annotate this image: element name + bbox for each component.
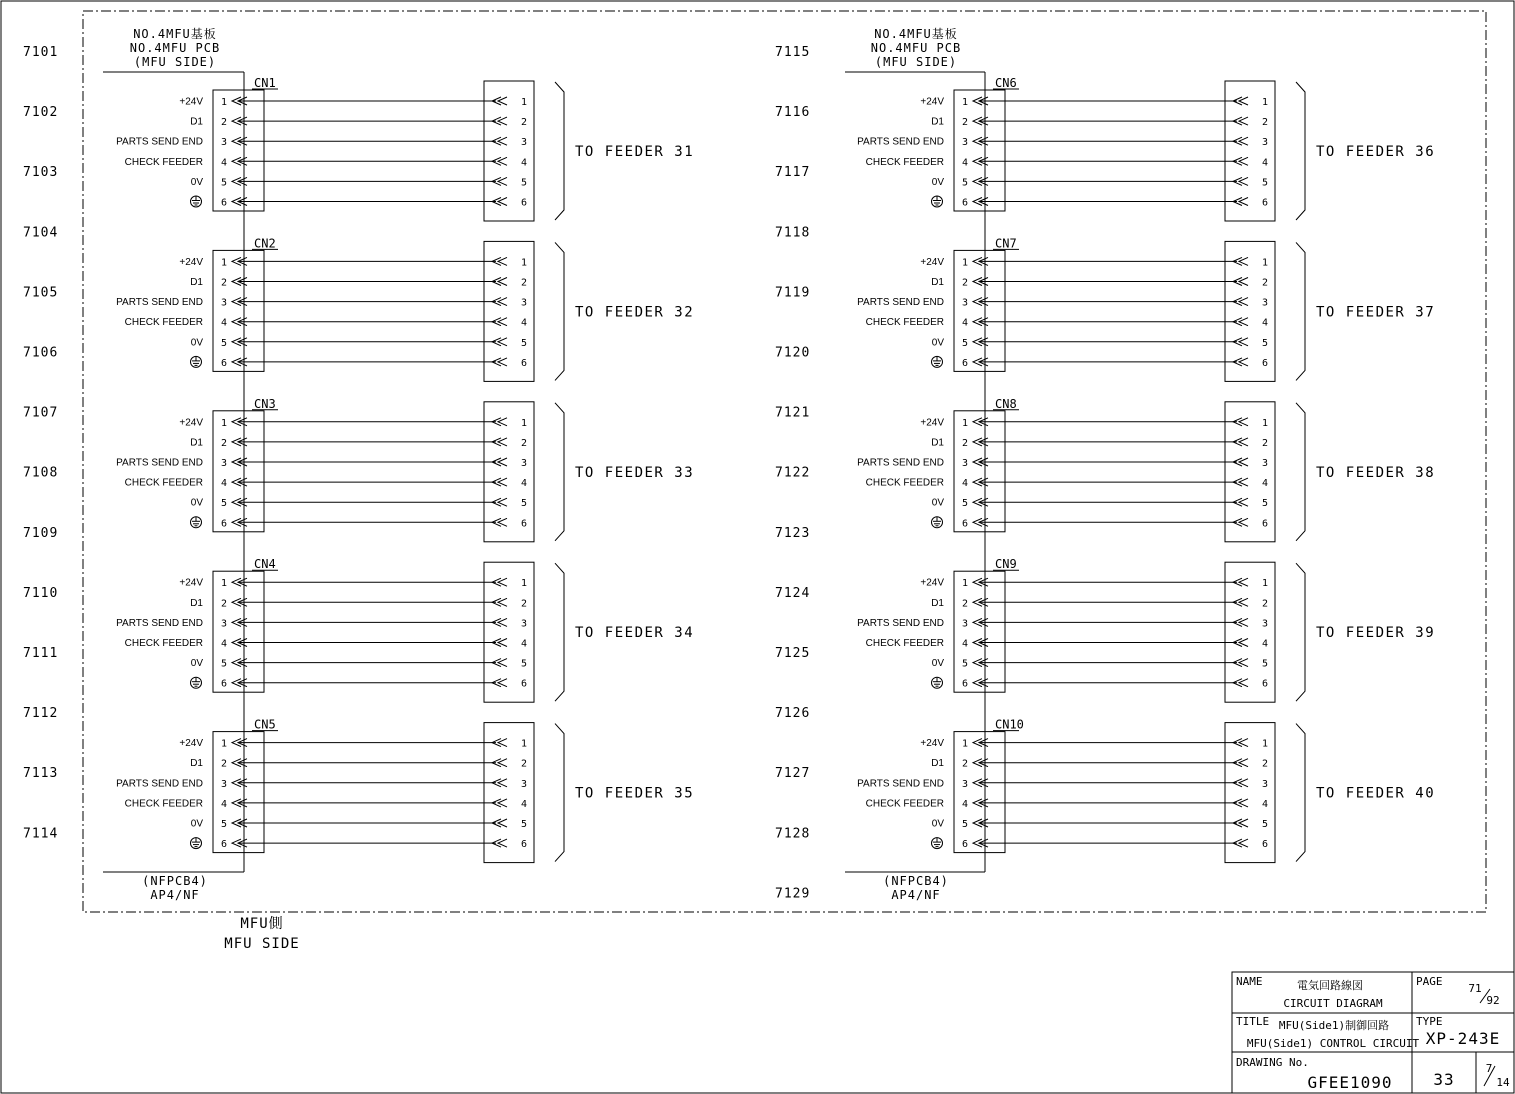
pin-number: 1 [220, 578, 228, 590]
pin-number: 3 [220, 297, 228, 309]
pcb-footer-id: (NFPCB4) [883, 874, 949, 888]
signal-label: CHECK FEEDER [124, 317, 203, 329]
connector-label: CN6 [995, 76, 1017, 90]
pin-number: 4 [1261, 638, 1269, 650]
pin-number: 6 [520, 197, 528, 209]
pin-number: 3 [520, 458, 528, 469]
feeder-brace [555, 82, 564, 220]
pin-number: 2 [1261, 758, 1269, 770]
line-number: 7109 [23, 525, 59, 541]
pin-number: 1 [220, 738, 228, 750]
pcb-footer-ap: AP4/NF [150, 888, 200, 902]
pin-number: 4 [1261, 478, 1269, 490]
pin-number: 3 [220, 618, 228, 630]
connector-block [116, 397, 694, 542]
title-en: MFU(Side1) CONTROL CIRCUIT [1246, 1037, 1420, 1050]
signal-label: CHECK FEEDER [865, 317, 944, 329]
signal-label: D1 [931, 277, 944, 288]
pin-number: 4 [520, 478, 528, 490]
signal-label: PARTS SEND END [857, 778, 944, 790]
pin-number: 1 [1261, 97, 1269, 108]
pin-number: 1 [961, 738, 969, 750]
pin-number: 5 [520, 658, 528, 670]
line-number: 7110 [23, 585, 59, 601]
pcb-connector-box [213, 411, 264, 532]
line-number: 7129 [775, 886, 811, 902]
signal-label: CHECK FEEDER [865, 638, 944, 649]
pin-number: 1 [961, 257, 969, 269]
pin-number: 1 [961, 417, 969, 429]
feeder-brace [555, 403, 564, 541]
pin-number: 1 [1261, 417, 1269, 429]
pin-number: 1 [1261, 578, 1269, 590]
signal-label: 0V [190, 176, 203, 188]
line-numbers-left [23, 45, 58, 841]
pin-number: 6 [220, 518, 228, 530]
pin-number: 6 [220, 678, 228, 690]
pin-number: 6 [520, 678, 528, 690]
line-number: 7112 [23, 706, 59, 722]
feeder-label: TO FEEDER 34 [575, 625, 695, 642]
connector-block [857, 236, 1435, 381]
pin-number: 4 [961, 798, 969, 810]
line-number: 7125 [775, 646, 811, 661]
line-number: 7128 [775, 826, 811, 842]
pcb-title-jp: NO.4MFU基板 [874, 27, 958, 41]
connector-block [857, 557, 1435, 702]
pin-number: 2 [520, 277, 528, 289]
signal-label: 0V [931, 497, 944, 509]
pin-number: 3 [1261, 778, 1269, 790]
line-number: 7111 [23, 646, 59, 661]
signal-label: D1 [931, 758, 944, 770]
name-jp: 電気回路線図 [1297, 979, 1363, 992]
pin-number: 4 [220, 157, 228, 169]
pin-number: 6 [961, 518, 969, 530]
signal-label: D1 [931, 116, 944, 128]
pin-number: 5 [520, 337, 528, 349]
pin-number: 6 [1261, 197, 1269, 209]
pin-number: 5 [1261, 337, 1269, 349]
line-number: 7102 [23, 105, 59, 121]
feeder-label: TO FEEDER 40 [1316, 785, 1436, 802]
pcb-connector-box [213, 732, 264, 853]
connector-label: CN10 [995, 717, 1024, 732]
pin-number: 4 [220, 478, 228, 490]
connector-label: CN3 [254, 396, 276, 411]
pin-number: 6 [520, 357, 528, 369]
side-label-jp: MFU側 [240, 916, 284, 932]
page-number: 71 [1468, 982, 1482, 995]
pin-number: 1 [520, 738, 528, 750]
feeder-label: TO FEEDER 31 [575, 144, 695, 160]
pcb-connector-box [954, 250, 1005, 371]
signal-label: +24V [920, 417, 944, 429]
signal-label: +24V [920, 577, 944, 589]
line-numbers-right [775, 45, 810, 901]
title-label: TITLE [1236, 1015, 1270, 1028]
pin-number: 6 [1261, 839, 1269, 851]
pin-number: 4 [1261, 157, 1269, 169]
signal-label: 0V [190, 337, 203, 349]
signal-label: 0V [931, 818, 944, 830]
signal-label: 0V [190, 658, 203, 670]
signal-label: PARTS SEND END [116, 457, 203, 469]
pin-number: 5 [1261, 819, 1269, 830]
pin-number: 5 [220, 498, 228, 510]
signal-label: +24V [179, 256, 203, 268]
pin-number: 2 [1261, 437, 1269, 449]
feeder-brace [1296, 82, 1305, 220]
signal-label: +24V [179, 96, 203, 108]
line-number: 7103 [23, 165, 59, 181]
pin-number: 5 [961, 177, 969, 189]
pin-number: 2 [961, 598, 969, 610]
feeder-label: TO FEEDER 35 [575, 785, 695, 802]
line-number: 7121 [775, 405, 811, 421]
feeder-brace [555, 563, 564, 701]
connector-block [857, 718, 1435, 863]
name-en: CIRCUIT DIAGRAM [1283, 997, 1383, 1010]
line-number: 7126 [775, 706, 811, 722]
signal-label: CHECK FEEDER [124, 156, 203, 168]
line-number: 7124 [775, 585, 811, 601]
type-label: TYPE [1416, 1015, 1443, 1028]
pin-number: 1 [520, 417, 528, 429]
line-number: 7105 [23, 285, 59, 301]
signal-label: D1 [190, 116, 203, 128]
pin-number: 4 [1261, 317, 1269, 329]
signal-label: CHECK FEEDER [865, 156, 944, 168]
signal-label: +24V [920, 738, 944, 750]
line-number: 7104 [23, 225, 59, 241]
pin-number: 4 [520, 798, 528, 810]
signal-label: PARTS SEND END [116, 136, 203, 148]
pin-number: 3 [1261, 137, 1269, 149]
line-number: 7120 [775, 345, 811, 361]
pin-number: 2 [961, 758, 969, 770]
signal-label: D1 [190, 277, 203, 288]
pin-number: 3 [220, 458, 228, 469]
pin-number: 1 [220, 417, 228, 429]
feeder-label: TO FEEDER 32 [575, 304, 695, 321]
connector-label: CN1 [254, 76, 276, 90]
pin-number: 2 [220, 117, 228, 129]
pin-number: 3 [520, 618, 528, 630]
pin-number: 5 [520, 177, 528, 189]
feeder-label: TO FEEDER 37 [1316, 304, 1436, 321]
signal-label: PARTS SEND END [116, 617, 203, 629]
connector-block [857, 397, 1435, 542]
pin-number: 1 [961, 578, 969, 590]
feeder-brace [1296, 724, 1305, 862]
type-value: XP-243E [1425, 1029, 1501, 1048]
pcb-title-jp: NO.4MFU基板 [133, 27, 217, 41]
pin-number: 4 [520, 638, 528, 650]
page-label: PAGE [1416, 975, 1443, 988]
pcb-connector-box [954, 571, 1005, 692]
pin-number: 4 [220, 638, 228, 650]
pin-number: 6 [961, 357, 969, 369]
pin-number: 1 [220, 97, 228, 108]
pin-number: 3 [961, 618, 969, 630]
pin-number: 1 [1261, 738, 1269, 750]
pin-number: 3 [520, 137, 528, 149]
pin-number: 6 [1261, 518, 1269, 530]
pcb-footer-id: (NFPCB4) [142, 874, 208, 888]
signal-label: PARTS SEND END [116, 778, 203, 790]
feeder-brace [1296, 242, 1305, 380]
pin-number: 2 [520, 117, 528, 129]
connector-group-right [845, 26, 1435, 902]
signal-label: 0V [931, 176, 944, 188]
pin-number: 2 [220, 758, 228, 770]
pin-number: 1 [520, 578, 528, 590]
pin-number: 3 [220, 137, 228, 149]
pin-number: 5 [1261, 498, 1269, 510]
pin-number: 6 [961, 839, 969, 851]
pin-number: 3 [961, 297, 969, 309]
pin-number: 1 [220, 257, 228, 269]
pcb-footer-ap: AP4/NF [891, 888, 941, 902]
signal-label: +24V [179, 417, 203, 429]
signal-label: CHECK FEEDER [124, 798, 203, 810]
signal-label: 0V [931, 658, 944, 670]
pin-number: 4 [961, 638, 969, 650]
connector-group-left [103, 26, 694, 902]
pin-number: 2 [220, 437, 228, 449]
signal-label: +24V [179, 738, 203, 750]
pin-number: 1 [961, 97, 969, 108]
connector-label: CN8 [995, 396, 1017, 411]
line-number: 7127 [775, 766, 811, 782]
signal-label: CHECK FEEDER [124, 477, 203, 489]
pin-number: 5 [961, 337, 969, 349]
pin-number: 5 [220, 177, 228, 189]
signal-label: PARTS SEND END [857, 457, 944, 469]
pin-number: 2 [961, 277, 969, 289]
signal-label: D1 [190, 437, 203, 449]
pin-number: 5 [1261, 658, 1269, 670]
signal-label: D1 [931, 597, 944, 609]
pin-number: 3 [520, 778, 528, 790]
pcb-connector-box [954, 90, 1005, 211]
side-label-en: MFU SIDE [224, 936, 300, 952]
pin-number: 4 [1261, 798, 1269, 810]
pin-number: 2 [520, 758, 528, 770]
pin-number: 2 [961, 437, 969, 449]
line-number: 7123 [775, 525, 811, 541]
pcb-connector-box [213, 250, 264, 371]
line-number: 7117 [775, 165, 811, 181]
pin-number: 6 [961, 678, 969, 690]
pin-number: 3 [220, 778, 228, 790]
pin-number: 2 [520, 598, 528, 610]
pin-number: 3 [1261, 458, 1269, 469]
pin-number: 6 [961, 197, 969, 209]
signal-label: PARTS SEND END [857, 617, 944, 629]
pin-number: 5 [220, 819, 228, 830]
connector-label: CN7 [995, 236, 1017, 251]
pin-number: 1 [520, 257, 528, 269]
connector-label: CN9 [995, 557, 1017, 572]
signal-label: PARTS SEND END [116, 297, 203, 309]
pin-number: 2 [1261, 277, 1269, 289]
pin-number: 5 [961, 819, 969, 830]
connector-label: CN4 [254, 557, 276, 572]
line-number: 7106 [23, 345, 59, 361]
sub-sheet-number: 7 [1485, 1062, 1493, 1075]
feeder-brace [1296, 563, 1305, 701]
connector-block [116, 236, 694, 381]
pin-number: 5 [220, 658, 228, 670]
pin-number: 5 [220, 337, 228, 349]
signal-label: 0V [190, 497, 203, 509]
pin-number: 2 [1261, 598, 1269, 610]
line-number: 7116 [775, 105, 811, 121]
pin-number: 2 [220, 277, 228, 289]
signal-label: D1 [190, 758, 203, 770]
connector-label: CN2 [254, 236, 276, 251]
line-number: 7122 [775, 465, 811, 481]
drawing-label: DRAWING No. [1236, 1056, 1309, 1069]
feeder-label: TO FEEDER 39 [1316, 625, 1436, 642]
page-total: 92 [1486, 994, 1500, 1007]
pin-number: 2 [520, 437, 528, 449]
pin-number: 5 [961, 498, 969, 510]
pin-number: 6 [1261, 357, 1269, 369]
pin-number: 4 [961, 157, 969, 169]
connector-block [857, 76, 1435, 221]
signal-label: +24V [920, 96, 944, 108]
connector-block [116, 557, 694, 702]
pin-number: 5 [520, 498, 528, 510]
pin-number: 6 [220, 839, 228, 851]
feeder-label: TO FEEDER 36 [1316, 144, 1436, 160]
pcb-connector-box [954, 411, 1005, 532]
pin-number: 4 [961, 317, 969, 329]
name-label: NAME [1236, 975, 1263, 988]
pin-number: 2 [1261, 117, 1269, 129]
pin-number: 1 [1261, 257, 1269, 269]
page-border [1, 1, 1514, 1093]
signal-label: +24V [179, 577, 203, 589]
signal-label: 0V [931, 337, 944, 349]
feeder-brace [555, 724, 564, 862]
pin-number: 4 [220, 798, 228, 810]
pin-number: 1 [520, 97, 528, 108]
pin-number: 6 [520, 518, 528, 530]
pin-number: 3 [961, 778, 969, 790]
feeder-brace [555, 242, 564, 380]
pcb-title-en: NO.4MFU PCB [870, 41, 962, 55]
signal-label: 0V [190, 818, 203, 830]
signal-label: PARTS SEND END [857, 297, 944, 309]
pin-number: 2 [961, 117, 969, 129]
line-number: 7118 [775, 225, 811, 241]
title-block [1232, 972, 1514, 1093]
signal-label: D1 [190, 597, 203, 609]
pcb-title-side: (MFU SIDE) [874, 55, 958, 69]
line-number: 7119 [775, 285, 811, 301]
pin-number: 5 [1261, 177, 1269, 189]
pin-number: 6 [1261, 678, 1269, 690]
signal-label: CHECK FEEDER [865, 477, 944, 489]
pin-number: 4 [961, 478, 969, 490]
connector-block [116, 718, 694, 863]
pcb-connector-box [954, 732, 1005, 853]
line-number: 7107 [23, 405, 59, 421]
pin-number: 3 [520, 297, 528, 309]
drawing-number: GFEE1090 [1307, 1073, 1393, 1092]
connector-block [116, 76, 694, 221]
line-number: 7114 [23, 826, 59, 842]
signal-label: CHECK FEEDER [865, 798, 944, 810]
pin-number: 6 [220, 357, 228, 369]
line-number: 7115 [775, 45, 811, 60]
pcb-connector-box [213, 90, 264, 211]
signal-label: PARTS SEND END [857, 136, 944, 148]
title-jp: MFU(Side1)制御回路 [1278, 1019, 1390, 1032]
pcb-title-en: NO.4MFU PCB [129, 41, 221, 55]
signal-label: CHECK FEEDER [124, 638, 203, 649]
pin-number: 3 [1261, 297, 1269, 309]
line-number: 7108 [23, 465, 59, 481]
pin-number: 3 [1261, 618, 1269, 630]
pin-number: 4 [520, 317, 528, 329]
pcb-connector-box [213, 571, 264, 692]
pin-number: 3 [961, 458, 969, 469]
feeder-brace [1296, 403, 1305, 541]
pin-number: 4 [220, 317, 228, 329]
pin-number: 6 [220, 197, 228, 209]
sub-sheet-total: 14 [1496, 1076, 1510, 1089]
signal-label: +24V [920, 256, 944, 268]
pin-number: 5 [961, 658, 969, 670]
sheet-number: 33 [1433, 1070, 1455, 1089]
pin-number: 3 [961, 137, 969, 149]
signal-label: D1 [931, 437, 944, 449]
pin-number: 6 [520, 839, 528, 851]
line-number: 7101 [23, 45, 59, 60]
pcb-title-side: (MFU SIDE) [133, 55, 217, 69]
feeder-label: TO FEEDER 33 [575, 464, 695, 481]
pin-number: 5 [520, 819, 528, 830]
line-number: 7113 [23, 766, 59, 782]
pin-number: 2 [220, 598, 228, 610]
pin-number: 4 [520, 157, 528, 169]
connector-label: CN5 [254, 717, 276, 732]
feeder-label: TO FEEDER 38 [1316, 464, 1436, 481]
